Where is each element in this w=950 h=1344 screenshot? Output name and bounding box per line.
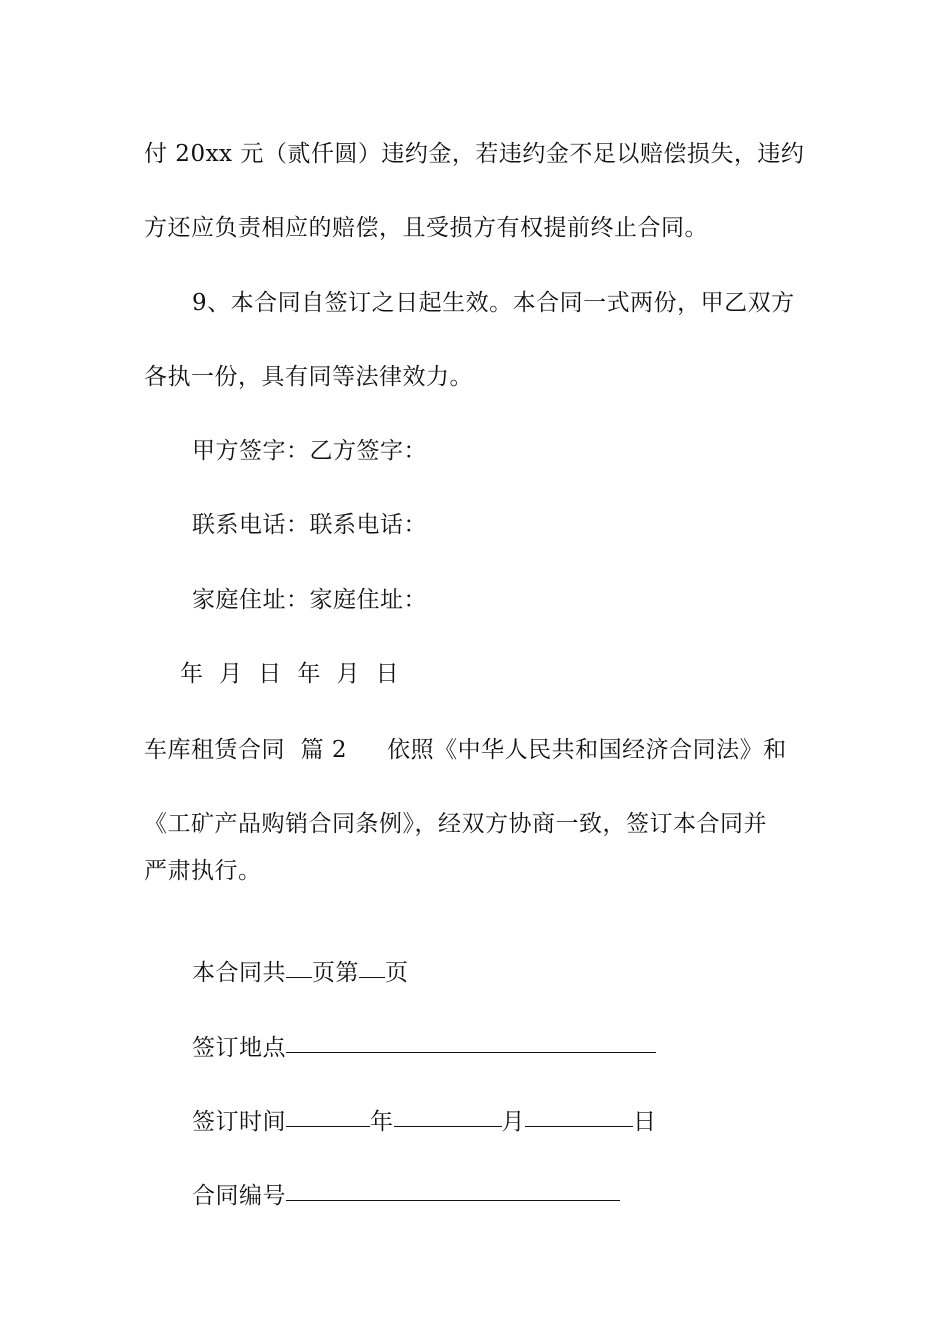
signing-place-line bbox=[192, 1032, 656, 1064]
month-label: 月 bbox=[501, 1109, 525, 1135]
date-line: 年 月 日 年 月 日 bbox=[180, 661, 400, 687]
blank-field bbox=[525, 1104, 633, 1127]
page-count-prefix: 本合同共 bbox=[192, 960, 286, 986]
page-count-mid: 页第 bbox=[312, 960, 359, 986]
blank-field bbox=[286, 1104, 370, 1127]
blank-field bbox=[394, 1104, 502, 1127]
day-label: 日 bbox=[633, 1109, 657, 1135]
signing-time-line bbox=[192, 1106, 657, 1138]
paragraph-line: 严肃执行。 bbox=[144, 858, 262, 884]
page-count-line bbox=[192, 957, 409, 989]
blank-field bbox=[286, 1030, 656, 1053]
signing-place-label: 签订地点 bbox=[192, 1035, 286, 1061]
contract-number-label: 合同编号 bbox=[192, 1183, 286, 1209]
address-line: 家庭住址：家庭住址： bbox=[192, 587, 427, 613]
paragraph-text: 依照《中华人民共和国经济合同法》和 bbox=[387, 737, 787, 763]
paragraph-line: 9、本合同自签订之日起生效。本合同一式两份，甲乙双方 bbox=[192, 290, 795, 316]
phone-line: 联系电话：联系电话： bbox=[192, 512, 427, 538]
blank-field bbox=[359, 955, 385, 978]
paragraph-line: 付 20xx 元（贰仟圆）违约金，若违约金不足以赔偿损失，违约 bbox=[144, 141, 805, 167]
paragraph-line: 各执一份，具有同等法律效力。 bbox=[144, 364, 473, 390]
paragraph-line: 方还应负责相应的赔偿，且受损方有权提前终止合同。 bbox=[144, 215, 708, 241]
year-label: 年 bbox=[370, 1109, 394, 1135]
blank-field bbox=[286, 955, 312, 978]
section-heading-line bbox=[144, 734, 787, 766]
paragraph-line: 《工矿产品购销合同条例》，经双方协商一致，签订本合同并 bbox=[144, 811, 767, 837]
blank-field bbox=[286, 1178, 620, 1201]
signing-time-label: 签订时间 bbox=[192, 1109, 286, 1135]
contract-number-line bbox=[192, 1180, 620, 1212]
section-title: 车库租赁合同 篇 2 bbox=[144, 737, 348, 763]
page-count-suffix: 页 bbox=[385, 960, 409, 986]
signature-line: 甲方签字：乙方签字： bbox=[192, 438, 427, 464]
